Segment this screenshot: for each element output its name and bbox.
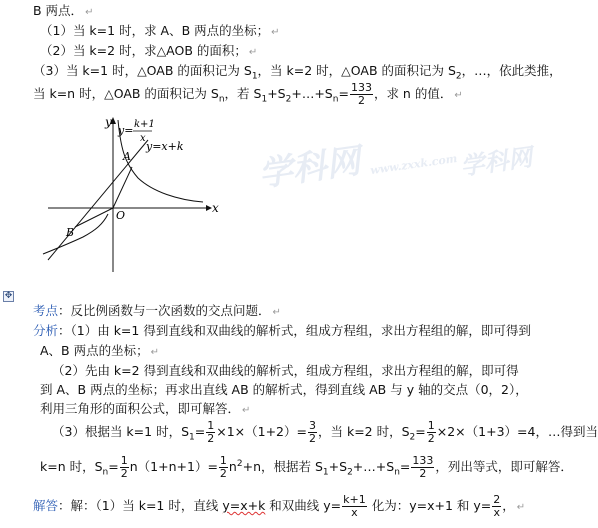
- fraction-k1-x: $\frac{k+1}{x}$: [343, 493, 366, 519]
- fenxi-line-3a: （3）根据当 k=1 时，$S_1=$ $\frac{1}{2}$ ×1×（1+2）= $\frac{3}{2}$ ，当 k=2 时，$S_2=$ $\frac{1}{2}$ ×2×（1+3）=4，…得到当: [52, 419, 598, 445]
- fraction-half: $\frac{1}{2}$: [207, 419, 215, 445]
- fenxi-label: 分析: [33, 323, 59, 338]
- problem-line-3: （3）当 k=1 时，△OAB 的面积记为 $S_1$，当 k=2 时，△OAB 的面积记为 $S_2$，…，依此类推，: [33, 63, 562, 82]
- point-b-label: B: [66, 226, 75, 239]
- fenxi-line-3b: k=n 时，$S_n=$ $\frac{1}{2}$ n（1+n+1）= $\frac{1}{2}$ $n^2+n$，根据若 $S_1+S_2+\dots+S_n=$ $\frac{133}{2}$ ，列出等式，即可解答．: [40, 454, 573, 481]
- problem-line-4: 当 k=n 时，△OAB 的面积记为 $S_n$，若 $S_1+S_2+\dots+S_n=$ $\frac{133}{2}$ ，求 n 的值． ↵: [33, 81, 463, 107]
- fraction-half: $\frac{1}{2}$: [427, 419, 435, 445]
- line-label: y=x+k: [146, 140, 184, 153]
- hyperbola-label: y=: [118, 124, 134, 137]
- origin-label: O: [116, 209, 126, 222]
- watermark-text: 学科网: [256, 141, 363, 195]
- problem-line-2: （2）当 k=2 时，求△AOB 的面积； ↵: [40, 43, 258, 58]
- fraction-half: $\frac{1}{2}$: [120, 454, 128, 481]
- return-mark: ↵: [454, 90, 463, 101]
- line-equation-underlined: y=x+k: [222, 498, 266, 513]
- hyperbola-denominator: x: [140, 133, 146, 144]
- jieda-line: 解答：解：（1）当 k=1 时，直线 y=x+k 和双曲线 y= $\frac{k+1}{x}$ 化为：y=x+1 和 y= $\frac{2}{x}$ ， ↵: [33, 493, 526, 519]
- line-y-x-plus-k: [48, 140, 148, 260]
- fenxi-line-1b: A、B 两点的坐标； ↵: [40, 343, 159, 358]
- anchor-move-icon[interactable]: ✥: [4, 291, 13, 301]
- kaodian-line: 考点：反比例函数与一次函数的交点问题． ↵: [33, 303, 281, 318]
- hyperbola-branch-lower: [43, 214, 108, 254]
- return-mark: ↵: [150, 347, 159, 358]
- fraction-133-2: $\frac{133}{2}$: [412, 454, 434, 481]
- fraction-2-x: $\frac{2}{x}$: [493, 493, 501, 519]
- point-a-label: A: [123, 150, 131, 163]
- return-mark: ↵: [242, 405, 251, 416]
- return-mark: ↵: [516, 502, 526, 513]
- return-mark: ↵: [248, 47, 258, 58]
- hyperbola-numerator: k+1: [134, 119, 155, 130]
- segment-oa: [113, 167, 132, 208]
- problem-line-1: （1）当 k=1 时，求 A、B 两点的坐标； ↵: [40, 23, 280, 38]
- fenxi-line-2a: （2）先由 k=2 得到直线和双曲线的解析式，组成方程组，求出方程组的解，即可得: [52, 363, 519, 378]
- fenxi-line-2c: 利用三角形的面积公式，即可解答． ↵: [40, 401, 251, 416]
- function-graph: [28, 112, 228, 277]
- problem-line-0: B 两点． ↵: [33, 3, 94, 18]
- segment-ob: [75, 208, 113, 227]
- return-mark: ↵: [272, 307, 281, 318]
- watermark-text-2: 学科网: [458, 142, 534, 181]
- fraction-133-2: $\frac{133}{2}$: [350, 81, 372, 107]
- y-axis-label: y: [105, 115, 112, 129]
- fraction-3-2: $\frac{3}{2}$: [308, 419, 316, 445]
- fenxi-line-2b: 到 A、B 两点的坐标；再求出直线 AB 的解析式，得到直线 AB 与 y 轴的交点（0，2），: [40, 382, 528, 397]
- jieda-label: 解答: [33, 498, 59, 513]
- kaodian-label: 考点: [33, 303, 59, 318]
- watermark-url: www.zxxk.com: [369, 151, 459, 178]
- fraction-half: $\frac{1}{2}$: [219, 454, 227, 481]
- return-mark: ↵: [271, 27, 280, 38]
- x-axis-label: x: [212, 201, 219, 215]
- fenxi-line-1a: 分析：（1）由 k=1 得到直线和双曲线的解析式，组成方程组，求出方程组的解，即可得到: [33, 323, 531, 338]
- return-mark: ↵: [85, 7, 94, 18]
